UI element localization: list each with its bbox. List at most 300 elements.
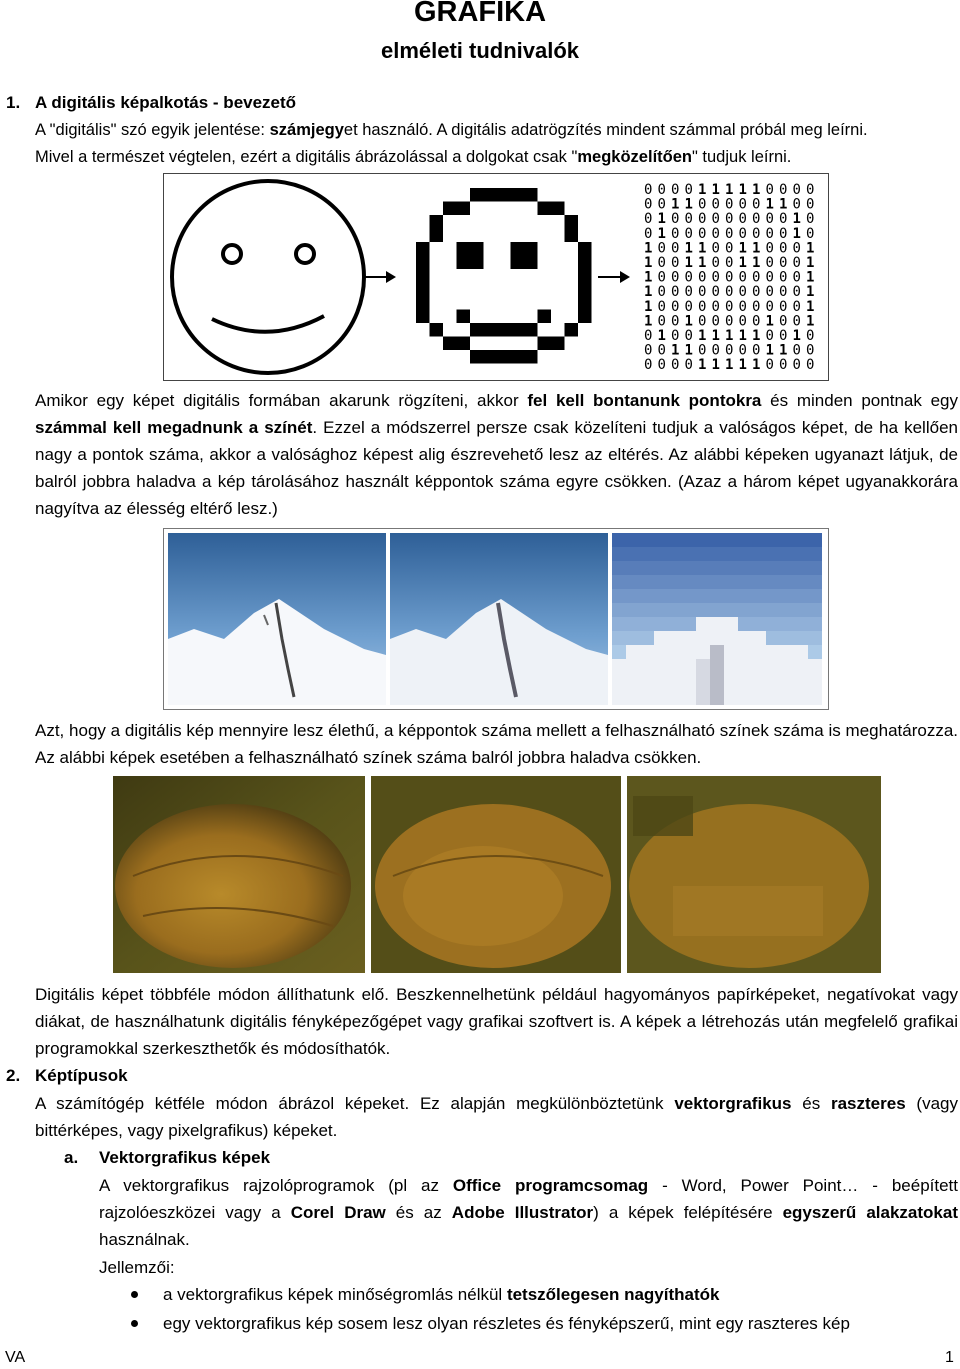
mountain-resolution-figure bbox=[163, 528, 829, 710]
pixel-cell bbox=[511, 242, 525, 256]
pixel-cell bbox=[484, 350, 498, 364]
mountain-pixel bbox=[738, 687, 752, 701]
mountain-pixel bbox=[612, 617, 626, 631]
binary-digit: 1 bbox=[752, 357, 761, 374]
mountain-pixel bbox=[808, 547, 822, 561]
binary-digit: 1 bbox=[806, 313, 815, 330]
pixel-cell bbox=[457, 202, 471, 216]
subsection-a-paragraph: A vektorgrafikus rajzolóprogramok (pl az Office programcsomag - Word, Power Point… - beépített rajzolóeszközei vagy a Corel Draw és az Adobe Illustrator) a képek felépítésére egyszerű alakzatokat használnak. bbox=[99, 1176, 958, 1249]
binary-digit: 0 bbox=[711, 196, 720, 213]
smiley-mouth bbox=[212, 316, 324, 332]
mountain-pixel bbox=[696, 673, 710, 687]
mountain-pixel bbox=[794, 673, 808, 687]
mountain-pixel bbox=[752, 547, 766, 561]
pixel-smiley bbox=[416, 188, 592, 364]
mountain-pixel bbox=[710, 701, 724, 705]
pixel-cell bbox=[430, 323, 444, 337]
binary-digit: 0 bbox=[779, 269, 788, 286]
smiley-figure-graphic bbox=[164, 174, 828, 380]
pixel-cell bbox=[484, 323, 498, 337]
mountain-pixel bbox=[696, 645, 710, 659]
mountain-pixel bbox=[682, 561, 696, 575]
mountain-pixel bbox=[794, 687, 808, 701]
binary-digit: 0 bbox=[792, 269, 801, 286]
mountain-pixel bbox=[724, 561, 738, 575]
binary-grid bbox=[644, 182, 814, 373]
binary-digit: 0 bbox=[752, 342, 761, 359]
mountain-pixel bbox=[738, 547, 752, 561]
binary-digit: 0 bbox=[657, 284, 666, 301]
pixel-cell bbox=[578, 310, 592, 324]
mountain-pixel bbox=[794, 533, 808, 547]
mountain-pixel bbox=[696, 561, 710, 575]
mountain-pixel bbox=[794, 631, 808, 645]
binary-digit: 0 bbox=[752, 196, 761, 213]
binary-digit: 0 bbox=[725, 240, 734, 257]
pixel-cell bbox=[457, 337, 471, 351]
binary-digit: 0 bbox=[644, 211, 653, 228]
binary-digit: 0 bbox=[752, 225, 761, 242]
mountain-pixel bbox=[668, 589, 682, 603]
binary-digit: 0 bbox=[765, 298, 774, 315]
binary-digit: 0 bbox=[752, 313, 761, 330]
binary-digit: 0 bbox=[738, 225, 747, 242]
binary-digit: 1 bbox=[738, 182, 747, 198]
binary-digit: 0 bbox=[779, 328, 788, 344]
pixel-cell bbox=[538, 310, 552, 324]
mountain-pixel bbox=[668, 645, 682, 659]
binary-digit: 0 bbox=[711, 255, 720, 271]
pixel-cell bbox=[538, 337, 552, 351]
binary-digit: 0 bbox=[698, 225, 707, 242]
mountain-pixel bbox=[696, 687, 710, 701]
mountain-pixel bbox=[612, 701, 626, 705]
mountain-pixel bbox=[654, 547, 668, 561]
mountain-pixel bbox=[654, 687, 668, 701]
mountain-pixel bbox=[640, 547, 654, 561]
mountain-pixel bbox=[808, 701, 822, 705]
fruit-photo-fewer-colors bbox=[371, 776, 621, 973]
binary-digit: 1 bbox=[806, 298, 815, 315]
pixel-cell bbox=[578, 283, 592, 297]
mountain-pixel bbox=[752, 575, 766, 589]
binary-digit: 0 bbox=[725, 298, 734, 315]
binary-digit: 0 bbox=[792, 196, 801, 213]
mountain-pixel bbox=[780, 589, 794, 603]
mountain-pixel bbox=[766, 687, 780, 701]
mountain-pixel bbox=[654, 617, 668, 631]
binary-digit: 0 bbox=[765, 255, 774, 271]
mountain-pixel bbox=[654, 603, 668, 617]
binary-digit: 0 bbox=[684, 269, 693, 286]
mountain-pixel bbox=[612, 659, 626, 673]
binary-digit: 0 bbox=[671, 182, 680, 198]
mountain-pixel bbox=[766, 561, 780, 575]
binary-digit: 1 bbox=[738, 357, 747, 374]
pixel-cell bbox=[578, 256, 592, 270]
mountain-pixel bbox=[724, 589, 738, 603]
mountain-pixel bbox=[808, 603, 822, 617]
pixel-cell bbox=[470, 188, 484, 202]
mountain-pixel bbox=[640, 659, 654, 673]
binary-digit: 0 bbox=[644, 342, 653, 359]
binary-digit: 0 bbox=[765, 240, 774, 257]
binary-digit: 0 bbox=[671, 328, 680, 344]
document-title: GRAFIKA bbox=[413, 0, 547, 28]
binary-digit: 0 bbox=[644, 357, 653, 374]
mountain-pixel bbox=[640, 533, 654, 547]
pixel-cell bbox=[430, 215, 444, 229]
binary-digit: 0 bbox=[711, 342, 720, 359]
binary-digit: 0 bbox=[698, 196, 707, 213]
smiley-face-outline bbox=[172, 181, 364, 373]
mountain-photo-low-res bbox=[612, 533, 822, 705]
mountain-pixel bbox=[640, 603, 654, 617]
binary-digit: 0 bbox=[806, 196, 815, 213]
binary-digit: 0 bbox=[752, 269, 761, 286]
mountain-pixel bbox=[682, 547, 696, 561]
mountain-pixel bbox=[696, 701, 710, 705]
mountain-pixel bbox=[710, 589, 724, 603]
binary-digit: 0 bbox=[711, 225, 720, 242]
binary-digit: 1 bbox=[644, 313, 653, 330]
binary-digit: 0 bbox=[671, 225, 680, 242]
mountain-pixel bbox=[766, 589, 780, 603]
binary-digit: 0 bbox=[792, 298, 801, 315]
pixel-cell bbox=[578, 269, 592, 283]
binary-digit: 0 bbox=[738, 211, 747, 228]
section1-line2: Mivel a természet végtelen, ezért a digitális ábrázolással a dolgokat csak "megközelítően" tudjuk leírni. bbox=[35, 148, 792, 166]
mountain-pixel bbox=[668, 701, 682, 705]
mountain-pixel bbox=[780, 701, 794, 705]
binary-digit: 1 bbox=[644, 298, 653, 315]
bullet-item-2: egy vektorgrafikus kép sosem lesz olyan részletes és fényképszerű, mint egy raszteres kép bbox=[163, 1314, 850, 1333]
binary-digit: 1 bbox=[725, 182, 734, 198]
mountain-pixel bbox=[808, 617, 822, 631]
pixel-cell bbox=[416, 283, 430, 297]
mountain-pixel bbox=[724, 617, 738, 631]
pixel-cell bbox=[470, 242, 484, 256]
pixel-cell bbox=[484, 188, 498, 202]
mountain-pixel bbox=[808, 631, 822, 645]
mountain-pixel bbox=[738, 575, 752, 589]
binary-digit: 1 bbox=[752, 328, 761, 344]
pixel-cell bbox=[457, 310, 471, 324]
mountain-pixel bbox=[654, 701, 668, 705]
binary-digit: 0 bbox=[738, 269, 747, 286]
mountain-pixel bbox=[808, 659, 822, 673]
mountain-pixel bbox=[696, 617, 710, 631]
fruit-photo-few-colors bbox=[627, 776, 881, 973]
pixel-cell bbox=[497, 188, 511, 202]
binary-digit: 1 bbox=[644, 269, 653, 286]
binary-digit: 1 bbox=[779, 196, 788, 213]
mountain-pixel bbox=[780, 659, 794, 673]
mountain-pixel bbox=[668, 659, 682, 673]
mountain-pixel bbox=[808, 673, 822, 687]
mountain-pixel bbox=[668, 575, 682, 589]
mountain-pixel bbox=[794, 547, 808, 561]
features-label: Jellemzői: bbox=[99, 1258, 175, 1277]
mountain-photo-high-res bbox=[168, 533, 386, 705]
binary-digit: 0 bbox=[725, 225, 734, 242]
binary-digit: 1 bbox=[738, 240, 747, 257]
mountain-pixel bbox=[752, 701, 766, 705]
mountain-pixel bbox=[696, 589, 710, 603]
binary-digit: 1 bbox=[684, 255, 693, 271]
binary-digit: 1 bbox=[779, 342, 788, 359]
pixel-cell bbox=[578, 242, 592, 256]
mountain-pixel bbox=[682, 589, 696, 603]
section2-heading: Képtípusok bbox=[35, 1066, 128, 1085]
smiley-right-eye bbox=[296, 245, 314, 263]
pixel-cell bbox=[416, 310, 430, 324]
binary-digit: 1 bbox=[725, 328, 734, 344]
mountain-pixel bbox=[780, 687, 794, 701]
mountain-pixel bbox=[682, 701, 696, 705]
binary-digit: 0 bbox=[671, 284, 680, 301]
binary-digit: 0 bbox=[806, 342, 815, 359]
binary-digit: 0 bbox=[725, 269, 734, 286]
pixel-cell bbox=[551, 337, 565, 351]
binary-digit: 0 bbox=[684, 328, 693, 344]
smiley-digitization-figure bbox=[163, 173, 829, 381]
binary-digit: 1 bbox=[698, 240, 707, 257]
mountain-pixel bbox=[668, 687, 682, 701]
mountain-pixel bbox=[766, 701, 780, 705]
mountain-pixel bbox=[696, 547, 710, 561]
pixel-cell bbox=[470, 323, 484, 337]
mountain-pixel bbox=[724, 575, 738, 589]
mountain-pixel bbox=[808, 575, 822, 589]
binary-digit: 0 bbox=[657, 196, 666, 213]
binary-digit: 0 bbox=[684, 225, 693, 242]
mountain-pixel bbox=[794, 589, 808, 603]
section1-line1: A "digitális" szó egyik jelentése: számjegyet használó. A digitális adatrögzítés mindent számmal próbál meg leírni. bbox=[35, 121, 868, 139]
mountain-pixel bbox=[766, 547, 780, 561]
mountain-pixel bbox=[808, 645, 822, 659]
binary-digit: 0 bbox=[779, 211, 788, 228]
binary-digit: 0 bbox=[765, 328, 774, 344]
pixel-cell bbox=[457, 242, 471, 256]
bullet-dot-1 bbox=[131, 1291, 138, 1298]
binary-digit: 1 bbox=[806, 269, 815, 286]
mountain-pixel bbox=[668, 547, 682, 561]
binary-digit: 0 bbox=[698, 211, 707, 228]
mountain-pixel bbox=[780, 673, 794, 687]
mountain-pixel bbox=[626, 673, 640, 687]
binary-digit: 0 bbox=[684, 298, 693, 315]
smiley-left-eye bbox=[223, 245, 241, 263]
binary-digit: 0 bbox=[711, 284, 720, 301]
binary-digit: 0 bbox=[792, 313, 801, 330]
mountain-pixel bbox=[724, 547, 738, 561]
mountain-pixel bbox=[626, 561, 640, 575]
mountain-pixel bbox=[738, 589, 752, 603]
binary-digit: 0 bbox=[671, 313, 680, 330]
pixel-cell bbox=[416, 256, 430, 270]
mountain-pixel bbox=[780, 561, 794, 575]
binary-digit: 0 bbox=[765, 357, 774, 374]
pixel-cell bbox=[511, 323, 525, 337]
mountain-pixel bbox=[626, 617, 640, 631]
binary-digit: 0 bbox=[765, 182, 774, 198]
binary-digit: 0 bbox=[792, 255, 801, 271]
binary-digit: 1 bbox=[698, 357, 707, 374]
pixel-cell bbox=[416, 269, 430, 283]
section2-paragraph: A számítógép kétféle módon ábrázol képeket. Ez alapján megkülönböztetünk vektorgrafikus és raszteres (vagy bittérképes, vagy pixelgrafikus) képeket. bbox=[35, 1094, 958, 1140]
mountain-pixel bbox=[794, 701, 808, 705]
mountain-pixel bbox=[724, 533, 738, 547]
binary-digit: 0 bbox=[698, 342, 707, 359]
section1-paragraph4: Digitális képet többféle módon állíthatunk elő. Beszkennelhetünk például hagyományos papírképeket, negatívokat vagy diákat, de használhatunk digitális fényképezőgépet vagy grafikai szoftvert is. A képek a létrehozás után megfelelő grafikai programokkal szerkeszthetők és módosíthatók. bbox=[35, 985, 958, 1058]
mountain-pixel bbox=[696, 631, 710, 645]
mountain-pixel bbox=[626, 533, 640, 547]
binary-digit: 0 bbox=[765, 211, 774, 228]
mountain-pixel bbox=[710, 547, 724, 561]
binary-digit: 0 bbox=[738, 284, 747, 301]
binary-digit: 0 bbox=[657, 298, 666, 315]
mountain-pixel bbox=[752, 673, 766, 687]
binary-digit: 0 bbox=[698, 269, 707, 286]
mountain-pixel bbox=[794, 645, 808, 659]
binary-digit: 0 bbox=[806, 328, 815, 344]
mountain-pixel bbox=[612, 687, 626, 701]
binary-digit: 0 bbox=[779, 240, 788, 257]
mountain-pixel bbox=[710, 533, 724, 547]
mountain-pixel bbox=[696, 533, 710, 547]
binary-digit: 1 bbox=[806, 284, 815, 301]
mountain-pixel bbox=[612, 547, 626, 561]
mountain-pixel bbox=[808, 687, 822, 701]
mountain-pixel bbox=[808, 561, 822, 575]
mountain-pixel bbox=[808, 533, 822, 547]
mountain-pixel bbox=[752, 631, 766, 645]
binary-digit: 1 bbox=[644, 284, 653, 301]
subsection-a-heading: Vektorgrafikus képek bbox=[99, 1148, 271, 1167]
binary-digit: 0 bbox=[644, 328, 653, 344]
mountain-pixel bbox=[640, 687, 654, 701]
binary-digit: 0 bbox=[711, 211, 720, 228]
binary-digit: 0 bbox=[752, 298, 761, 315]
mountain-pixel bbox=[682, 673, 696, 687]
binary-digit: 1 bbox=[792, 225, 801, 242]
binary-digit: 0 bbox=[711, 298, 720, 315]
binary-digit: 0 bbox=[792, 182, 801, 198]
binary-digit: 1 bbox=[684, 313, 693, 330]
mountain-pixel bbox=[738, 631, 752, 645]
binary-digit: 0 bbox=[671, 269, 680, 286]
mountain-pixel bbox=[710, 673, 724, 687]
mountain-pixel bbox=[738, 645, 752, 659]
mountain-pixel bbox=[682, 617, 696, 631]
mountain-pixel bbox=[612, 575, 626, 589]
mountain-pixel bbox=[752, 659, 766, 673]
binary-digit: 0 bbox=[725, 284, 734, 301]
binary-digit: 0 bbox=[671, 298, 680, 315]
mountain-pixel bbox=[724, 631, 738, 645]
mountain-pixel bbox=[738, 561, 752, 575]
mountain-pixel bbox=[682, 533, 696, 547]
binary-digit: 0 bbox=[752, 211, 761, 228]
mountain-pixel bbox=[668, 603, 682, 617]
binary-digit: 0 bbox=[738, 196, 747, 213]
pixel-cell bbox=[551, 202, 565, 216]
mountain-pixel bbox=[780, 575, 794, 589]
mountain-pixel bbox=[654, 673, 668, 687]
mountain-pixel bbox=[696, 659, 710, 673]
mountain-pixel bbox=[640, 673, 654, 687]
mountain-pixel bbox=[808, 589, 822, 603]
mountain-pixel bbox=[682, 631, 696, 645]
binary-digit: 0 bbox=[684, 284, 693, 301]
section1-heading: A digitális képalkotás - bevezető bbox=[35, 93, 297, 112]
binary-digit: 1 bbox=[765, 342, 774, 359]
mountain-pixel bbox=[794, 617, 808, 631]
mountain-pixel bbox=[682, 603, 696, 617]
binary-digit: 1 bbox=[671, 342, 680, 359]
mountain-pixel bbox=[794, 575, 808, 589]
mountain-pixel bbox=[794, 603, 808, 617]
binary-digit: 1 bbox=[792, 211, 801, 228]
mountain-pixel bbox=[710, 659, 724, 673]
pixel-cell bbox=[497, 323, 511, 337]
mountain-pixel bbox=[696, 603, 710, 617]
mountain-pixel bbox=[612, 533, 626, 547]
mountain-pixel bbox=[626, 589, 640, 603]
mountain-pixel bbox=[668, 673, 682, 687]
binary-digit: 0 bbox=[698, 284, 707, 301]
binary-digit: 0 bbox=[725, 342, 734, 359]
pixel-cell bbox=[457, 256, 471, 270]
mountain-pixel bbox=[752, 589, 766, 603]
binary-digit: 1 bbox=[657, 211, 666, 228]
pixel-cell bbox=[416, 242, 430, 256]
mountain-pixel bbox=[710, 561, 724, 575]
binary-digit: 0 bbox=[765, 269, 774, 286]
mountain-pixel bbox=[752, 617, 766, 631]
mountain-pixel bbox=[654, 533, 668, 547]
binary-digit: 0 bbox=[779, 298, 788, 315]
fruit-photo-many-colors bbox=[113, 776, 365, 973]
color-depth-figure bbox=[113, 776, 881, 973]
pixel-cell bbox=[511, 188, 525, 202]
binary-digit: 0 bbox=[671, 211, 680, 228]
mountain-pixel bbox=[780, 617, 794, 631]
binary-digit: 0 bbox=[792, 240, 801, 257]
binary-digit: 0 bbox=[725, 211, 734, 228]
mountain-photo-medium-res bbox=[390, 533, 608, 705]
binary-digit: 0 bbox=[671, 240, 680, 257]
mountain-pixel bbox=[752, 645, 766, 659]
mountain-pixel bbox=[766, 617, 780, 631]
arrow-head-1 bbox=[386, 271, 396, 283]
binary-digit: 1 bbox=[657, 225, 666, 242]
pixel-cell bbox=[578, 296, 592, 310]
mountain-pixel bbox=[710, 575, 724, 589]
mountain-pixel bbox=[724, 645, 738, 659]
mountain-pixel bbox=[752, 687, 766, 701]
mountain-pixel bbox=[780, 533, 794, 547]
binary-digit: 0 bbox=[792, 357, 801, 374]
mountain-pixel bbox=[780, 645, 794, 659]
binary-digit: 1 bbox=[752, 182, 761, 198]
binary-digit: 1 bbox=[738, 255, 747, 271]
section1-paragraph3: Azt, hogy a digitális kép mennyire lesz élethű, a képpontok száma mellett a felhasználható színek száma is meghatározza. Az alábbi képek esetében a felhasználható színek száma balról jobbra haladva csökken. bbox=[35, 721, 958, 767]
mountain-pixel bbox=[710, 631, 724, 645]
binary-digit: 0 bbox=[657, 255, 666, 271]
mountain-pixel bbox=[668, 617, 682, 631]
